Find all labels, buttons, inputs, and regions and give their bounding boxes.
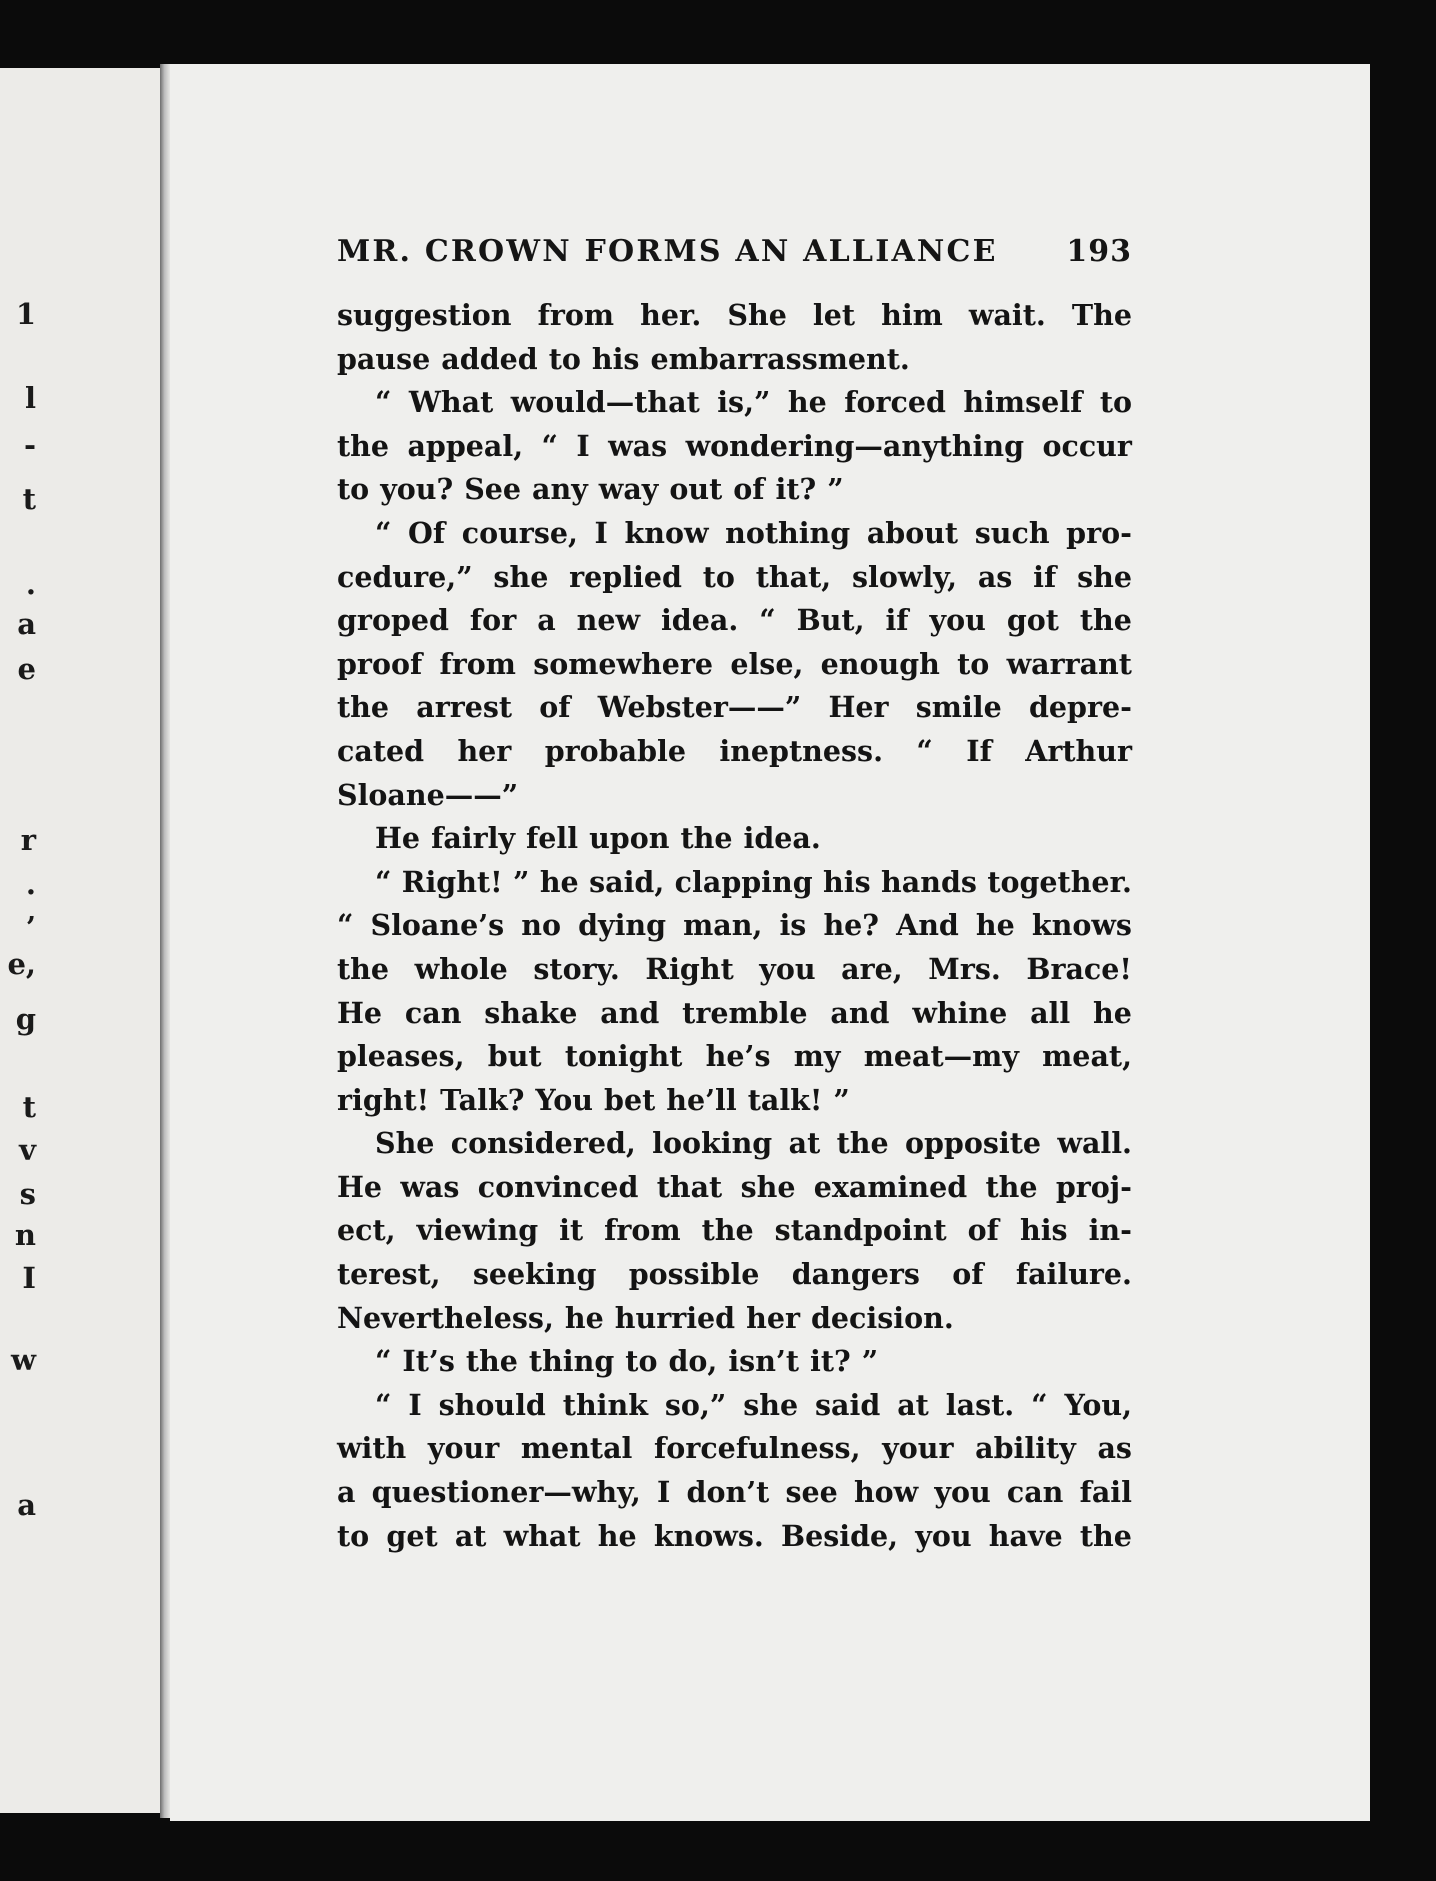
text-line: with your mental forcefulness, your ability as [337,1431,1132,1466]
text-line: a questioner—why, I don’t see how you can fail [337,1475,1132,1510]
bleed-fragment: l [24,381,36,415]
text-line: He can shake and tremble and whine all he [337,995,1132,1030]
bleed-fragment: a [17,1488,36,1522]
text-line: the whole story. Right you are, Mrs. Brace! [337,951,1132,986]
bleed-fragment: t [22,1090,36,1124]
text-line: cated her probable ineptness. “ If Arthur [337,733,1132,768]
text-line: “ Sloane’s no dying man, is he? And he knows [337,908,1132,943]
text-line: pleases, but tonight he’s my meat—my meat, [337,1039,1132,1074]
bleed-fragment: w [11,1343,36,1377]
bleed-fragment: v [19,1133,36,1167]
text-line: He fairly fell upon the idea. [375,821,821,856]
text-line: “ I should think so,” she said at last. “ You, [375,1387,1132,1422]
bleed-fragment: r [20,823,36,857]
bleed-fragment: a [17,607,36,641]
book-gutter [160,64,170,1818]
bleed-fragment: I [22,1261,36,1295]
text-line: suggestion from her. She let him wait. The [337,298,1132,332]
bleed-fragment: - [23,428,36,462]
text-line: the appeal, “ I was wondering—anything occur [337,428,1132,463]
bleed-fragment: t [22,482,36,516]
bleed-fragment: g [15,1002,36,1036]
page-header [337,234,1132,274]
text-line: “ It’s the thing to do, isn’t it? ” [375,1344,879,1379]
page-number: 193 [1066,234,1132,269]
text-line: the arrest of Webster——” Her smile depre- [337,690,1132,725]
bleed-fragment: e, [7,947,36,981]
bleed-fragment: n [14,1218,36,1252]
text-line: He was convinced that she examined the proj- [337,1169,1132,1204]
text-line: “ What would—that is,” he forced himself to [375,385,1132,420]
text-line: She considered, looking at the opposite wall. [375,1126,1132,1161]
running-head: MR. CROWN FORMS AN ALLIANCE [337,234,998,269]
text-line: Sloane——” [337,777,519,812]
bleed-fragment: s [19,1177,36,1211]
text-line: “ Right! ” he said, clapping his hands together. [375,864,1132,899]
text-line: to get at what he knows. Beside, you have the [337,1518,1132,1553]
text-line: cedure,” she replied to that, slowly, as if she [337,559,1132,594]
text-line: pause added to his embarrassment. [337,341,910,376]
bleed-fragment: e [17,652,36,686]
body-text [337,294,1132,1558]
bleed-fragment: ’ [25,910,36,944]
text-line: Nevertheless, he hurried her decision. [337,1300,954,1335]
text-line: ect, viewing it from the standpoint of his in- [337,1213,1132,1248]
bleed-fragment: 1 [15,297,36,331]
text-line: terest, seeking possible dangers of failure. [337,1257,1132,1292]
bleed-fragment: . [25,567,36,601]
text-line: groped for a new idea. “ But, if you got the [337,603,1132,638]
text-line: “ Of course, I know nothing about such pro- [375,515,1132,550]
text-line: right! Talk? You bet he’ll talk! ” [337,1082,850,1117]
text-line: to you? See any way out of it? ” [337,472,844,507]
text-line: proof from somewhere else, enough to warrant [337,646,1132,681]
bleed-fragment: . [25,867,36,901]
